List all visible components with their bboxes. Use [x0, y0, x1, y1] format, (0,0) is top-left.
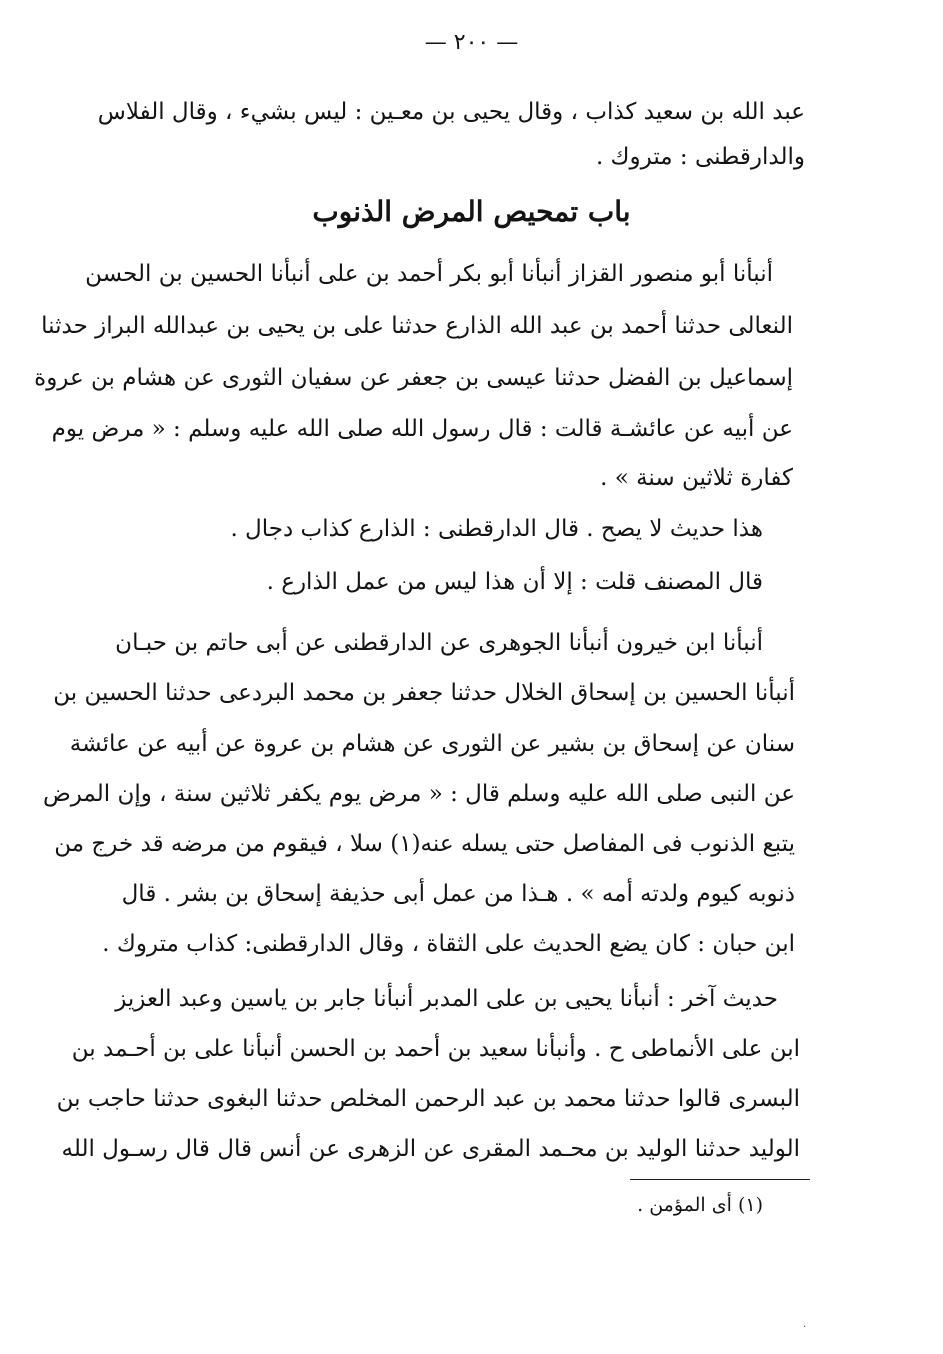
text-line: والدارقطنى : متروك .	[595, 144, 805, 170]
text-line: قال المصنف قلت : إلا أن هذا ليس من عمل الذارع .	[266, 569, 763, 595]
text-line: حديث آخر : أنبأنا يحيى بن على المدبر أنبأنا جابر بن ياسين وعبد العزيز	[115, 986, 778, 1012]
footnote: (١) أى المؤمن .	[637, 1194, 763, 1216]
text-line: هذا حديث لا يصح . قال الدارقطنى : الذارع كذاب دجال .	[230, 516, 763, 542]
section-heading: باب تمحيص المرض الذنوب	[312, 195, 631, 228]
text-line: النعالى حدثنا أحمد بن عبد الله الذارع حدثنا على بن يحيى بن عبدالله البراز حدثنا	[41, 313, 793, 339]
text-line: أنبأنا ابن خيرون أنبأنا الجوهرى عن الدارقطنى عن أبى حاتم بن حبـان	[115, 630, 763, 656]
scan-speck: ·	[803, 1322, 807, 1333]
footnote-divider	[630, 1179, 810, 1180]
text-line: عن أبيه عن عائشـة قالت : قال رسول الله صلى الله عليه وسلم : « مرض يوم	[51, 416, 793, 442]
text-line: عن النبى صلى الله عليه وسلم قال : « مرض يوم يكفر ثلاثين سنة ، وإن المرض	[42, 781, 795, 807]
text-line: ابن حبان : كان يضع الحديث على الثقاة ، وقال الدارقطنى: كذاب متروك .	[102, 931, 795, 957]
text-line: عبد الله بن سعيد كذاب ، وقال يحيى بن معـين : ليس بشيء ، وقال الفلاس	[97, 99, 805, 125]
text-line: إسماعيل بن الفضل حدثنا عيسى بن جعفر عن سفيان الثورى عن هشام بن عروة	[34, 365, 793, 391]
text-line: ابن على الأنماطى ح . وأنبأنا سعيد بن أحمد بن الحسن أنبأنا على بن أحـمد بن	[71, 1036, 800, 1062]
text-line: البسرى قالوا حدثنا محمد بن عبد الرحمن المخلص حدثنا البغوى حدثنا حاجب بن	[56, 1086, 800, 1112]
text-line: أنبأنا أبو منصور القزاز أنبأنا أبو بكر أحمد بن على أنبأنا الحسين بن الحسن	[85, 261, 773, 287]
text-line: أنبأنا الحسين بن إسحاق الخلال حدثنا جعفر بن محمد البردعى حدثنا الحسين بن	[53, 680, 795, 706]
text-line: الوليد حدثنا الوليد بن محـمد المقرى عن الزهرى عن أنس قال قال رسـول الله	[61, 1136, 800, 1162]
page-number: — ٢٠٠ —	[424, 30, 519, 55]
text-line: يتبع الذنوب فى المفاصل حتى يسله عنه(١) سلا ، فيقوم من مرضه قد خرج من	[54, 831, 795, 857]
text-line: ذنوبه كيوم ولدته أمه » . هـذا من عمل أبى حذيفة إسحاق بن بشر . قال	[121, 881, 795, 907]
text-line: سنان عن إسحاق بن بشير عن الثورى عن هشام بن عروة عن أبيه عن عائشة	[69, 731, 795, 757]
text-line: كفارة ثلاثين سنة » .	[600, 465, 793, 491]
